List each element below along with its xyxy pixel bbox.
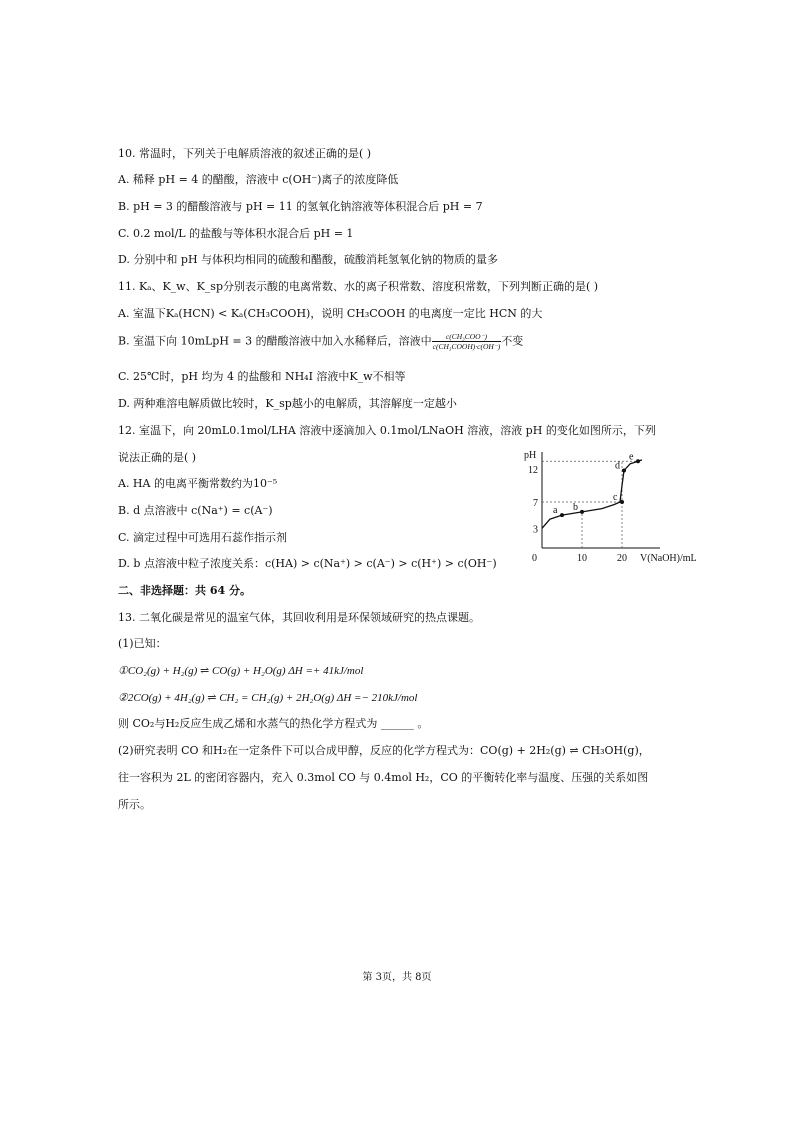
point-b	[580, 510, 584, 514]
q11-option-c: C. 25℃时，pH 均为 4 的盐酸和 NH₄I 溶液中K_w不相等	[118, 370, 406, 383]
section-two-heading: 二、非选择题：共 64 分。	[118, 584, 251, 597]
x-axis-label: V(NaOH)/mL	[640, 553, 697, 564]
point-label-c: c	[613, 492, 618, 503]
point-a	[560, 513, 564, 517]
ph-curve	[542, 460, 642, 528]
point-d	[622, 468, 626, 472]
point-label-d: d	[615, 460, 620, 472]
q12-option-c: C. 滴定过程中可选用石蕊作指示剂	[118, 531, 288, 544]
y-tick-label: 3	[533, 524, 538, 536]
q11-stem: 11. Kₐ、K_w、K_sp分别表示酸的电离常数、水的离子积常数、溶度积常数，下列判断正确的是( )	[118, 280, 599, 293]
q12-option-a: A. HA 的电离平衡常数约为10⁻⁵	[118, 477, 278, 490]
fraction-denominator: c(CH₃COOH)·c(OH⁻)	[432, 342, 501, 351]
q13-part2-line3: 所示。	[118, 798, 151, 811]
q11-option-b	[118, 332, 523, 351]
q12-stem-line1: 12. 室温下，向 20mL0.1mol/LHA 溶液中逐滴加入 0.1mol/LNaOH 溶液，溶液 pH 的变化如图所示，下列	[118, 424, 656, 437]
y-tick-label: 12	[528, 465, 538, 477]
point-label-b: b	[573, 501, 578, 513]
point-c	[620, 500, 624, 504]
y-axis-label: pH	[524, 450, 537, 461]
q13-part1-label: (1)已知：	[118, 637, 167, 650]
fraction-numerator: c(CH₃COO⁻)	[432, 332, 502, 342]
q10-option-a: A. 稀释 pH = 4 的醋酸，溶液中 c(OH⁻)离子的浓度降低	[118, 173, 399, 186]
point-e	[636, 459, 640, 463]
x-tick-label: 10	[577, 553, 587, 564]
x-tick-label: 0	[532, 553, 537, 564]
q10-option-d: D. 分别中和 pH 与体积均相同的硫酸和醋酸，硫酸消耗氢氧化钠的物质的量多	[118, 253, 499, 266]
q13-part1-question: 则 CO₂与H₂反应生成乙烯和水蒸气的热化学方程式为 ______ 。	[118, 717, 429, 730]
q10-option-c: C. 0.2 mol/L 的盐酸与等体积水混合后 pH = 1	[118, 227, 354, 240]
q12-option-b: B. d 点溶液中 c(Na⁺) = c(A⁻)	[118, 504, 273, 517]
page-footer: 第 3页，共 8页	[362, 972, 432, 983]
q13-equation-2: ②2CO(g) + 4H₂(g) ⇌ CH₂ = CH₂(g) + 2H₂O(g) ΔH =− 210kJ/mol	[118, 692, 418, 704]
point-label-e: e	[629, 451, 634, 463]
q13-part2-line2: 往一容积为 2L 的密闭容器内，充入 0.3mol CO 与 0.4mol H₂，CO 的平衡转化率与温度、压强的关系如图	[118, 771, 649, 784]
x-tick-label: 20	[617, 553, 627, 564]
y-tick-label: 7	[533, 498, 538, 509]
q13-part2-line1: (2)研究表明 CO 和H₂在一定条件下可以合成甲醇，反应的化学方程式为：CO(g) + 2H₂(g) ⇌ CH₃OH(g)，	[118, 744, 650, 757]
q13-equation-1: ①CO₂(g) + H₂(g) ⇌ CO(g) + H₂O(g) ΔH =+ 41kJ/mol	[118, 665, 364, 677]
q10-option-b: B. pH = 3 的醋酸溶液与 pH = 11 的氢氧化钠溶液等体积混合后 pH = 7	[118, 200, 483, 213]
ph-titration-chart	[520, 448, 710, 568]
q11-option-b-suffix: 不变	[501, 334, 524, 348]
q12-stem-line2: 说法正确的是( )	[118, 451, 197, 464]
q10-stem: 10. 常温时，下列关于电解质溶液的叙述正确的是( )	[118, 147, 372, 160]
q11-option-a: A. 室温下Kₐ(HCN) < Kₐ(CH₃COOH)，说明 CH₃COOH 的电离度一定比 HCN 的大	[118, 307, 543, 320]
q12-option-d: D. b 点溶液中粒子浓度关系：c(HA) > c(Na⁺) > c(A⁻) > c(H⁺) > c(OH⁻)	[118, 557, 497, 570]
q11-option-d: D. 两种难溶电解质做比较时，K_sp越小的电解质，其溶解度一定越小	[118, 397, 457, 410]
q11-option-b-fraction	[432, 332, 502, 351]
point-label-a: a	[553, 505, 558, 517]
q11-option-b-prefix: B. 室温下向 10mLpH = 3 的醋酸溶液中加入水稀释后，溶液中	[118, 334, 432, 348]
q13-stem: 13. 二氧化碳是常见的温室气体，其回收利用是环保领域研究的热点课题。	[118, 611, 480, 624]
